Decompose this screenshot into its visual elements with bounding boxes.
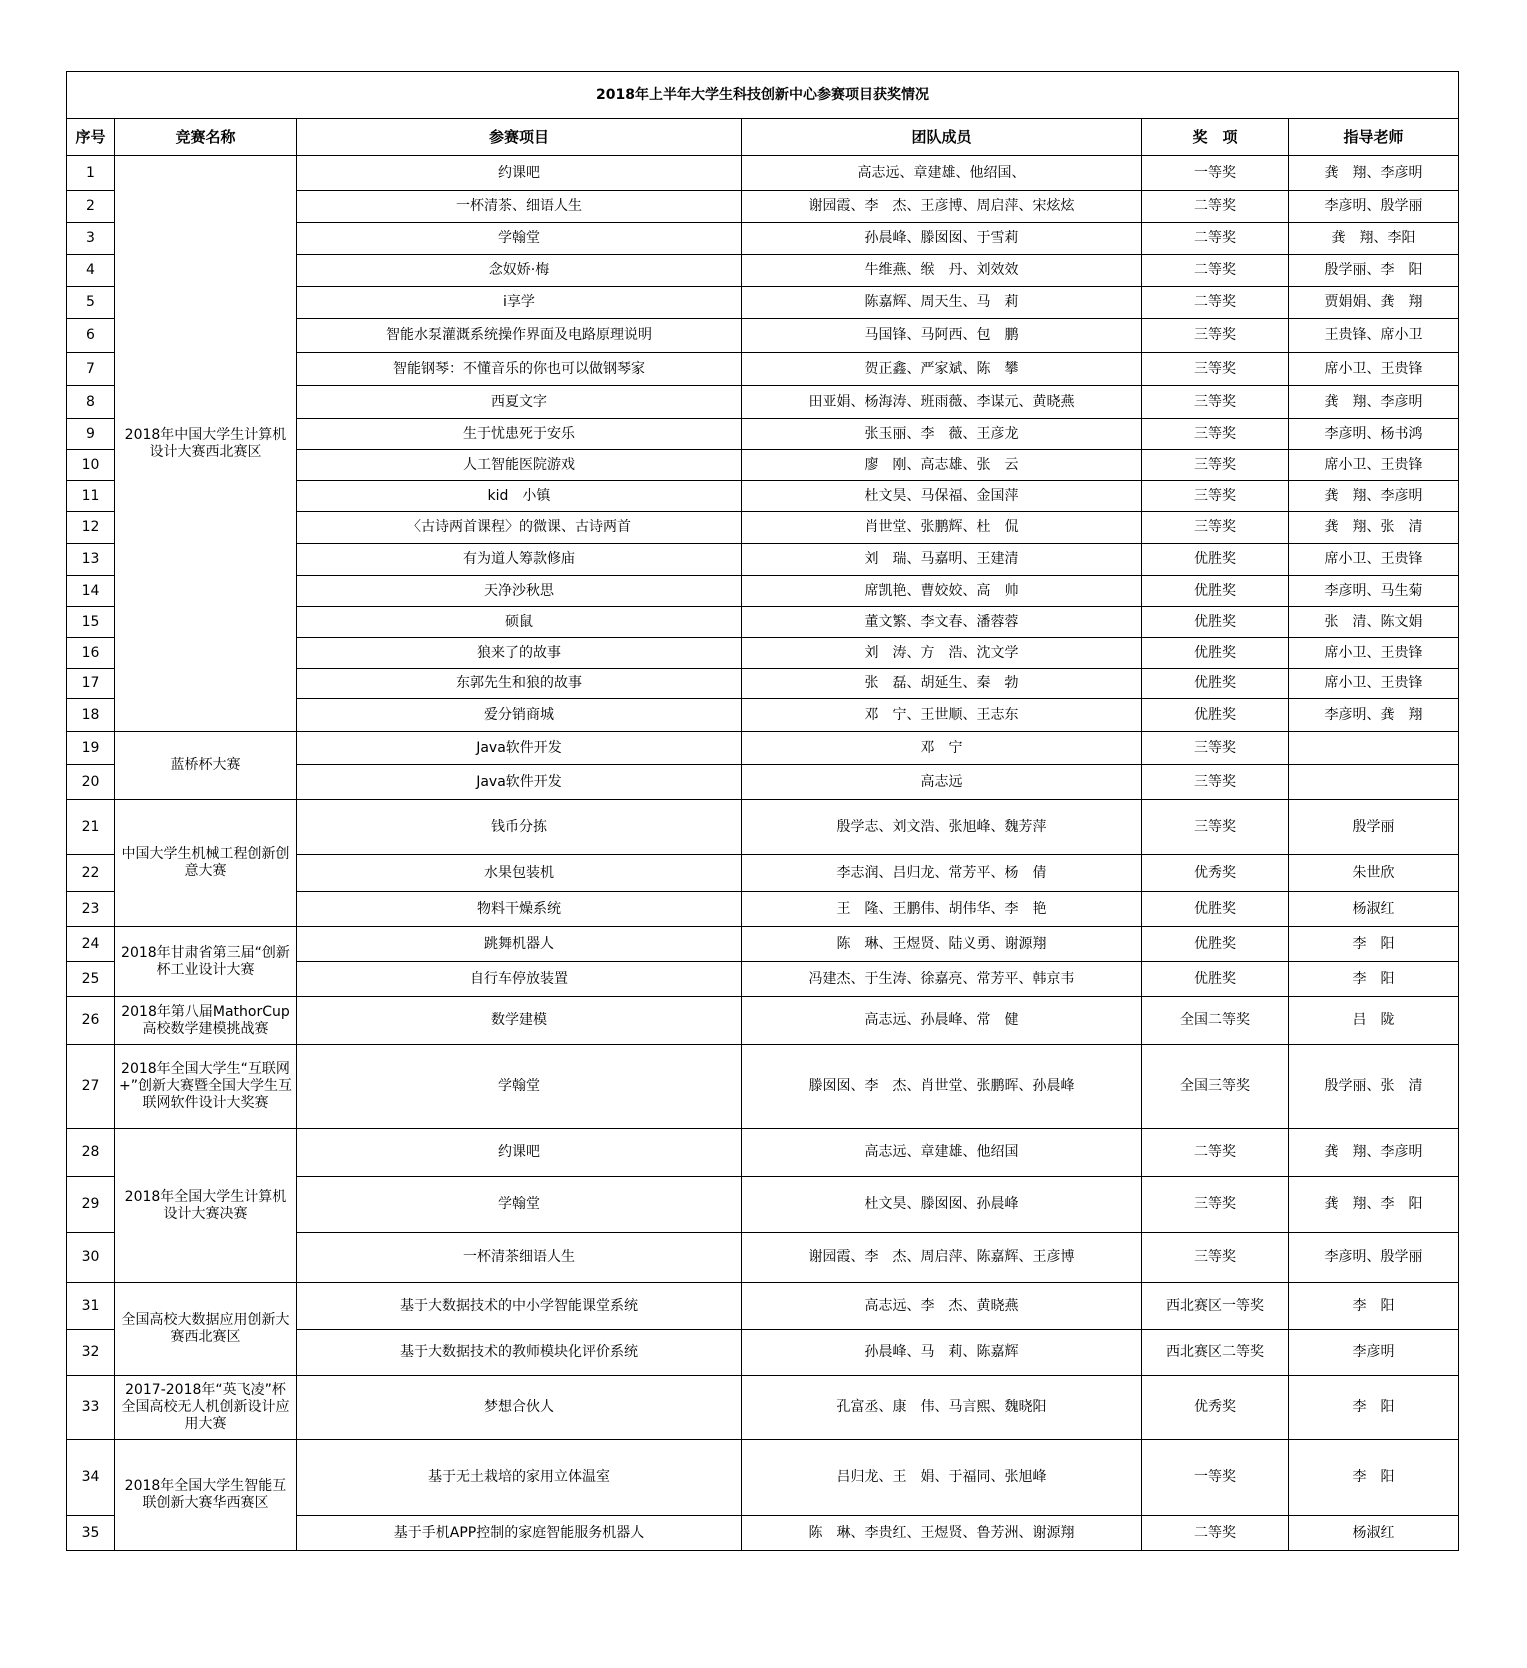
cell-award: 全国三等奖 — [1142, 1045, 1289, 1129]
cell-award: 三等奖 — [1142, 419, 1289, 450]
cell-members: 高志远 — [742, 765, 1142, 800]
cell-members: 谢园霞、李 杰、周启萍、陈嘉辉、王彦博 — [742, 1233, 1142, 1283]
cell-members: 吕归龙、王 娟、于福同、张旭峰 — [742, 1440, 1142, 1516]
cell-project: 学翰堂 — [297, 1177, 742, 1233]
cell-project: 人工智能医院游戏 — [297, 450, 742, 481]
cell-award: 优胜奖 — [1142, 607, 1289, 638]
cell-no: 12 — [67, 512, 115, 544]
cell-advisor: 杨淑红 — [1289, 1516, 1459, 1551]
cell-members: 张玉丽、李 薇、王彦龙 — [742, 419, 1142, 450]
cell-advisor: 席小卫、王贵锋 — [1289, 450, 1459, 481]
cell-award: 三等奖 — [1142, 386, 1289, 419]
cell-no: 14 — [67, 576, 115, 607]
cell-competition: 2018年中国大学生计算机设计大赛西北赛区 — [115, 156, 297, 732]
cell-no: 5 — [67, 287, 115, 319]
cell-no: 13 — [67, 544, 115, 576]
cell-no: 28 — [67, 1129, 115, 1177]
cell-advisor: 殷学丽、李 阳 — [1289, 255, 1459, 287]
cell-members: 杜文昊、滕囡囡、孙晨峰 — [742, 1177, 1142, 1233]
cell-award: 三等奖 — [1142, 319, 1289, 353]
cell-no: 25 — [67, 962, 115, 997]
header-cell-advisor: 指导老师 — [1289, 119, 1459, 156]
cell-members: 邓 宁 — [742, 732, 1142, 765]
cell-project: 基于无土栽培的家用立体温室 — [297, 1440, 742, 1516]
cell-project: 梦想合伙人 — [297, 1376, 742, 1440]
cell-award: 二等奖 — [1142, 191, 1289, 223]
cell-members: 殷学志、刘文浩、张旭峰、魏芳萍 — [742, 800, 1142, 855]
cell-award: 二等奖 — [1142, 287, 1289, 319]
cell-award: 西北赛区二等奖 — [1142, 1330, 1289, 1376]
cell-no: 10 — [67, 450, 115, 481]
cell-no: 20 — [67, 765, 115, 800]
cell-no: 17 — [67, 669, 115, 699]
cell-advisor: 贾娟娟、龚 翔 — [1289, 287, 1459, 319]
header-cell-competition: 竞赛名称 — [115, 119, 297, 156]
cell-project: 物料干燥系统 — [297, 892, 742, 927]
cell-project: 东郭先生和狼的故事 — [297, 669, 742, 699]
cell-project: 硕鼠 — [297, 607, 742, 638]
cell-project: 爱分销商城 — [297, 699, 742, 732]
cell-project: 学翰堂 — [297, 1045, 742, 1129]
cell-advisor: 李 阳 — [1289, 1376, 1459, 1440]
cell-members: 孙晨峰、马 莉、陈嘉辉 — [742, 1330, 1142, 1376]
cell-award: 三等奖 — [1142, 1177, 1289, 1233]
cell-advisor: 龚 翔、李彦明 — [1289, 156, 1459, 191]
cell-project: 自行车停放装置 — [297, 962, 742, 997]
cell-advisor: 李 阳 — [1289, 1440, 1459, 1516]
cell-advisor: 龚 翔、李阳 — [1289, 223, 1459, 255]
cell-project: 西夏文字 — [297, 386, 742, 419]
header-cell-no: 序号 — [67, 119, 115, 156]
cell-advisor: 李 阳 — [1289, 1283, 1459, 1330]
cell-no: 6 — [67, 319, 115, 353]
cell-members: 高志远、章建雄、他绍国、 — [742, 156, 1142, 191]
cell-advisor — [1289, 765, 1459, 800]
cell-members: 张 磊、胡延生、秦 勃 — [742, 669, 1142, 699]
cell-no: 29 — [67, 1177, 115, 1233]
cell-competition: 蓝桥杯大赛 — [115, 732, 297, 800]
table-row — [67, 800, 1459, 855]
cell-project: 〈古诗两首课程〉的微课、古诗两首 — [297, 512, 742, 544]
cell-advisor: 殷学丽 — [1289, 800, 1459, 855]
cell-members: 贺正鑫、严家斌、陈 攀 — [742, 353, 1142, 386]
cell-award: 三等奖 — [1142, 353, 1289, 386]
cell-competition: 2018年全国大学生计算机设计大赛决赛 — [115, 1129, 297, 1283]
cell-no: 2 — [67, 191, 115, 223]
header-row — [67, 119, 1459, 156]
table-row — [67, 1440, 1459, 1516]
cell-project: 生于忧患死于安乐 — [297, 419, 742, 450]
cell-members: 孙晨峰、滕囡囡、于雪莉 — [742, 223, 1142, 255]
cell-award: 优胜奖 — [1142, 576, 1289, 607]
cell-members: 董文繁、李文春、潘蓉蓉 — [742, 607, 1142, 638]
cell-advisor: 张 清、陈文娟 — [1289, 607, 1459, 638]
cell-advisor: 李彦明、殷学丽 — [1289, 191, 1459, 223]
award-table — [66, 71, 1459, 1551]
cell-award: 三等奖 — [1142, 800, 1289, 855]
cell-competition: 2018年全国大学生智能互联创新大赛华西赛区 — [115, 1440, 297, 1551]
cell-project: 基于手机APP控制的家庭智能服务机器人 — [297, 1516, 742, 1551]
cell-no: 18 — [67, 699, 115, 732]
cell-award: 三等奖 — [1142, 481, 1289, 512]
cell-advisor: 王贵锋、席小卫 — [1289, 319, 1459, 353]
cell-no: 24 — [67, 927, 115, 962]
cell-project: 一杯清茶细语人生 — [297, 1233, 742, 1283]
cell-award: 优秀奖 — [1142, 1376, 1289, 1440]
cell-project: Java软件开发 — [297, 765, 742, 800]
cell-advisor: 李 阳 — [1289, 962, 1459, 997]
cell-project: kid 小镇 — [297, 481, 742, 512]
cell-project: 基于大数据技术的教师模块化评价系统 — [297, 1330, 742, 1376]
cell-no: 23 — [67, 892, 115, 927]
cell-project: 念奴娇·梅 — [297, 255, 742, 287]
cell-award: 优胜奖 — [1142, 962, 1289, 997]
cell-no: 32 — [67, 1330, 115, 1376]
cell-project: Java软件开发 — [297, 732, 742, 765]
table-row — [67, 927, 1459, 962]
cell-no: 15 — [67, 607, 115, 638]
cell-award: 三等奖 — [1142, 450, 1289, 481]
cell-advisor: 龚 翔、李彦明 — [1289, 386, 1459, 419]
cell-members: 高志远、章建雄、他绍国 — [742, 1129, 1142, 1177]
cell-no: 3 — [67, 223, 115, 255]
cell-advisor: 席小卫、王贵锋 — [1289, 638, 1459, 669]
cell-advisor: 李彦明 — [1289, 1330, 1459, 1376]
cell-advisor: 席小卫、王贵锋 — [1289, 353, 1459, 386]
cell-members: 谢园霞、李 杰、王彦博、周启萍、宋炫炫 — [742, 191, 1142, 223]
header-cell-project: 参赛项目 — [297, 119, 742, 156]
cell-no: 19 — [67, 732, 115, 765]
cell-advisor — [1289, 732, 1459, 765]
cell-members: 刘 瑞、马嘉明、王建清 — [742, 544, 1142, 576]
cell-no: 26 — [67, 997, 115, 1045]
cell-project: 智能钢琴：不懂音乐的你也可以做钢琴家 — [297, 353, 742, 386]
cell-competition: 2017-2018年“英飞凌”杯全国高校无人机创新设计应用大赛 — [115, 1376, 297, 1440]
cell-award: 西北赛区一等奖 — [1142, 1283, 1289, 1330]
cell-award: 三等奖 — [1142, 732, 1289, 765]
cell-project: 一杯清茶、细语人生 — [297, 191, 742, 223]
cell-no: 34 — [67, 1440, 115, 1516]
cell-project: 基于大数据技术的中小学智能课堂系统 — [297, 1283, 742, 1330]
cell-advisor: 李彦明、殷学丽 — [1289, 1233, 1459, 1283]
cell-no: 1 — [67, 156, 115, 191]
table-row — [67, 156, 1459, 191]
cell-no: 22 — [67, 855, 115, 892]
cell-award: 二等奖 — [1142, 1516, 1289, 1551]
cell-award: 优胜奖 — [1142, 699, 1289, 732]
cell-no: 35 — [67, 1516, 115, 1551]
cell-award: 三等奖 — [1142, 765, 1289, 800]
cell-advisor: 李彦明、杨书鸿 — [1289, 419, 1459, 450]
cell-members: 冯建杰、于生涛、徐嘉亮、常芳平、韩京韦 — [742, 962, 1142, 997]
cell-competition: 2018年第八届MathorCup高校数学建模挑战赛 — [115, 997, 297, 1045]
cell-no: 9 — [67, 419, 115, 450]
cell-advisor: 龚 翔、张 清 — [1289, 512, 1459, 544]
cell-members: 陈 琳、王煜贤、陆义勇、谢源翔 — [742, 927, 1142, 962]
cell-no: 11 — [67, 481, 115, 512]
table-row — [67, 997, 1459, 1045]
header-cell-members: 团队成员 — [742, 119, 1142, 156]
cell-competition: 2018年甘肃省第三届“创新杯工业设计大赛 — [115, 927, 297, 997]
cell-project: 跳舞机器人 — [297, 927, 742, 962]
cell-no: 21 — [67, 800, 115, 855]
title-row — [67, 72, 1459, 119]
cell-members: 刘 涛、方 浩、沈文学 — [742, 638, 1142, 669]
table-row — [67, 1129, 1459, 1177]
cell-no: 8 — [67, 386, 115, 419]
cell-advisor: 李彦明、马生菊 — [1289, 576, 1459, 607]
cell-award: 优胜奖 — [1142, 892, 1289, 927]
cell-award: 二等奖 — [1142, 223, 1289, 255]
cell-award: 三等奖 — [1142, 1233, 1289, 1283]
cell-members: 孔富丞、康 伟、马言熙、魏晓阳 — [742, 1376, 1142, 1440]
cell-advisor: 龚 翔、李 阳 — [1289, 1177, 1459, 1233]
cell-no: 4 — [67, 255, 115, 287]
cell-award: 二等奖 — [1142, 1129, 1289, 1177]
cell-award: 二等奖 — [1142, 255, 1289, 287]
cell-advisor: 席小卫、王贵锋 — [1289, 669, 1459, 699]
cell-members: 李志润、吕归龙、常芳平、杨 倩 — [742, 855, 1142, 892]
cell-members: 高志远、李 杰、黄晓燕 — [742, 1283, 1142, 1330]
cell-members: 高志远、孙晨峰、常 健 — [742, 997, 1142, 1045]
cell-members: 王 隆、王鹏伟、胡伟华、李 艳 — [742, 892, 1142, 927]
cell-members: 滕囡囡、李 杰、肖世堂、张鹏晖、孙晨峰 — [742, 1045, 1142, 1129]
cell-competition: 全国高校大数据应用创新大赛西北赛区 — [115, 1283, 297, 1376]
cell-no: 7 — [67, 353, 115, 386]
cell-project: 数学建模 — [297, 997, 742, 1045]
cell-award: 优胜奖 — [1142, 927, 1289, 962]
cell-no: 27 — [67, 1045, 115, 1129]
cell-advisor: 席小卫、王贵锋 — [1289, 544, 1459, 576]
cell-project: 约课吧 — [297, 1129, 742, 1177]
cell-advisor: 李 阳 — [1289, 927, 1459, 962]
table-row — [67, 1045, 1459, 1129]
cell-award: 三等奖 — [1142, 512, 1289, 544]
cell-advisor: 龚 翔、李彦明 — [1289, 481, 1459, 512]
cell-award: 全国二等奖 — [1142, 997, 1289, 1045]
cell-project: 约课吧 — [297, 156, 742, 191]
cell-members: 陈嘉辉、周天生、马 莉 — [742, 287, 1142, 319]
cell-no: 30 — [67, 1233, 115, 1283]
cell-project: i享学 — [297, 287, 742, 319]
cell-award: 优胜奖 — [1142, 638, 1289, 669]
cell-members: 廖 刚、高志雄、张 云 — [742, 450, 1142, 481]
cell-members: 肖世堂、张鹏辉、杜 侃 — [742, 512, 1142, 544]
cell-award: 优胜奖 — [1142, 544, 1289, 576]
cell-members: 田亚娟、杨海涛、班雨薇、李谋元、黄晓燕 — [742, 386, 1142, 419]
cell-project: 狼来了的故事 — [297, 638, 742, 669]
cell-members: 牛维燕、缑 丹、刘效效 — [742, 255, 1142, 287]
cell-members: 邓 宁、王世顺、王志东 — [742, 699, 1142, 732]
table-title: 2018年上半年大学生科技创新中心参赛项目获奖情况 — [67, 72, 1459, 119]
cell-advisor: 朱世欣 — [1289, 855, 1459, 892]
cell-advisor: 龚 翔、李彦明 — [1289, 1129, 1459, 1177]
cell-award: 优胜奖 — [1142, 669, 1289, 699]
table-row — [67, 1283, 1459, 1330]
cell-no: 16 — [67, 638, 115, 669]
cell-competition: 2018年全国大学生“互联网+”创新大赛暨全国大学生互联网软件设计大奖赛 — [115, 1045, 297, 1129]
cell-project: 学翰堂 — [297, 223, 742, 255]
cell-project: 有为道人筹款修庙 — [297, 544, 742, 576]
cell-project: 水果包装机 — [297, 855, 742, 892]
table-row — [67, 1376, 1459, 1440]
cell-project: 钱币分拣 — [297, 800, 742, 855]
cell-members: 杜文昊、马保福、金国萍 — [742, 481, 1142, 512]
table-row — [67, 732, 1459, 765]
cell-project: 智能水泵灌溉系统操作界面及电路原理说明 — [297, 319, 742, 353]
cell-members: 席凯艳、曹姣姣、高 帅 — [742, 576, 1142, 607]
cell-advisor: 李彦明、龚 翔 — [1289, 699, 1459, 732]
cell-project: 天净沙秋思 — [297, 576, 742, 607]
cell-no: 31 — [67, 1283, 115, 1330]
cell-members: 马国锋、马阿西、包 鹏 — [742, 319, 1142, 353]
cell-award: 一等奖 — [1142, 156, 1289, 191]
cell-award: 优秀奖 — [1142, 855, 1289, 892]
cell-competition: 中国大学生机械工程创新创意大赛 — [115, 800, 297, 927]
cell-advisor: 吕 陇 — [1289, 997, 1459, 1045]
cell-no: 33 — [67, 1376, 115, 1440]
header-cell-award: 奖 项 — [1142, 119, 1289, 156]
cell-advisor: 杨淑红 — [1289, 892, 1459, 927]
cell-award: 一等奖 — [1142, 1440, 1289, 1516]
cell-advisor: 殷学丽、张 清 — [1289, 1045, 1459, 1129]
cell-members: 陈 琳、李贵红、王煜贤、鲁芳洲、谢源翔 — [742, 1516, 1142, 1551]
